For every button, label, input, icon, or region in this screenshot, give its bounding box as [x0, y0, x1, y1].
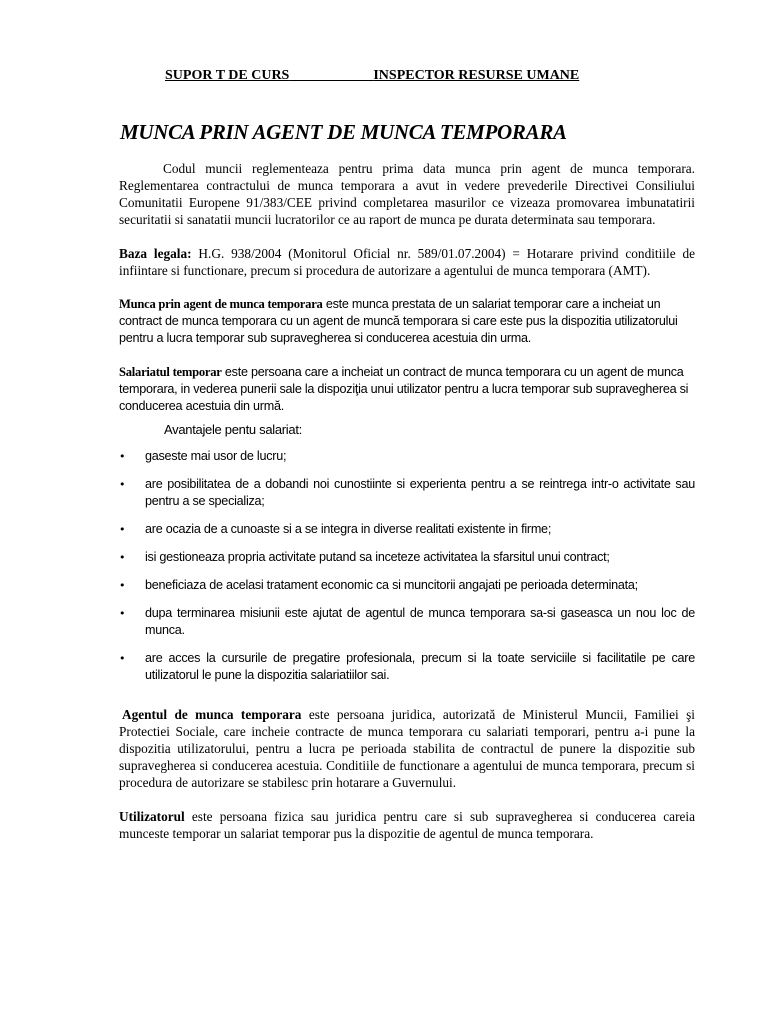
advantages-heading: Avantajele pentu salariat:: [164, 422, 302, 437]
advantages-list: [119, 448, 695, 684]
bullet-icon: •: [119, 478, 126, 491]
bullet-icon: •: [119, 579, 126, 592]
list-item-text: beneficiaza de acelasi tratament economic ca si muncitorii angajati pe perioada determinata;: [145, 578, 638, 592]
definition-agent-paragraph: [119, 706, 695, 791]
bullet-icon: •: [119, 523, 126, 536]
list-item: [119, 650, 695, 684]
definition-agent-label: Agentul de munca temporara: [122, 707, 302, 722]
definition-munca-paragraph: [119, 296, 695, 347]
definition-utilizator-paragraph: [119, 808, 695, 842]
list-item: [119, 549, 695, 566]
bullet-icon: •: [119, 652, 126, 665]
list-item: [119, 476, 695, 510]
list-item: [119, 577, 695, 594]
page-title: MUNCA PRIN AGENT DE MUNCA TEMPORARA: [120, 120, 567, 144]
list-item: [119, 521, 695, 538]
list-item-text: are posibilitatea de a dobandi noi cunostiinte si experienta pentru a se reintrega intr-o activitate sau pentru a se specializa;: [145, 477, 695, 508]
definition-salariat-paragraph: [119, 364, 695, 415]
document-body: [119, 160, 695, 842]
list-item-text: are ocazia de a cunoaste si a se integra in diverse realitati existente in firme;: [145, 522, 552, 536]
definition-utilizator-label: Utilizatorul: [119, 809, 185, 824]
legal-basis-text: H.G. 938/2004 (Monitorul Oficial nr. 589/01.07.2004) = Hotarare privind conditiile de infiintare si functionare, precum si procedura de autorizare a agentului de munca temporara (AMT).: [119, 246, 695, 278]
list-item-text: isi gestioneaza propria activitate putand sa inceteze activitatea la sfarsitul unui contract;: [145, 550, 610, 564]
list-item: [119, 605, 695, 639]
bullet-icon: •: [119, 607, 126, 620]
intro-paragraph: Codul muncii reglementeaza pentru prima data munca prin agent de munca temporara. Reglementarea contractului de munca temporara a avut in vedere prevederile Directivei Consiliului Comunitatii Europene 91/383/CEE privind completarea masurilor ce vizeaza promovarea imbunatatirii securitatii si sanatatii muncii lucratorilor ce au raport de munca pe durata determinata sau temporara.: [119, 161, 695, 227]
header-left: SUPOR T DE CURS: [165, 68, 290, 83]
list-item: [119, 448, 695, 465]
running-header: [165, 68, 579, 84]
definition-utilizator-text: este persoana fizica sau juridica pentru care si sub supravegherea si conducerea careia munceste temporar un salariat temporar pus la dispozitie de agentul de munca temporara.: [119, 809, 695, 841]
bullet-icon: •: [119, 551, 126, 564]
definition-munca-label: Munca prin agent de munca temporara: [119, 297, 323, 311]
list-item-text: dupa terminarea misiunii este ajutat de agentul de munca temporara sa-si gaseasca un nou loc de munca.: [145, 606, 695, 637]
definition-salariat-label: Salariatul temporar: [119, 365, 222, 379]
definition-munca-text: este munca prestata de un salariat temporar care a incheiat un contract de munca temporara cu un agent de muncă temporara si care este pus la dispozitia utilizatorului pentru a lucra temporar sub supravegherea si conducerea acestuia din urma.: [119, 297, 678, 345]
definition-agent-text: este persoana juridica, autorizată de Ministerul Muncii, Familiei şi Protectiei Sociale, care incheie contracte de munca temporara cu salariati temporari, pentru a-i pune la dispozitia utilizatorului, pentru a lucra pe perioada stabilita de contractul de punere la dispozitie sub supravegherea si conducerea acestuia. Conditiile de functionare a agentului de munca temporara, precum si procedura de autorizare se stabilesc prin hotarare a Guvernului.: [119, 707, 695, 790]
bullet-icon: •: [119, 450, 126, 463]
legal-basis-paragraph: [119, 245, 695, 279]
definition-salariat-text: este persoana care a incheiat un contract de munca temporara cu un agent de munca temporara, in vederea punerii sale la dispoziţia unui utilizator pentru a lucra temporar sub supravegherea si conducerea acestuia din urmă.: [119, 365, 689, 413]
legal-basis-label: Baza legala:: [119, 246, 192, 261]
list-item-text: gaseste mai usor de lucru;: [145, 449, 287, 463]
list-item-text: are acces la cursurile de pregatire profesionala, precum si la toate serviciile si facilitatile pe care utilizatorul le pune la dispozitia salariatiilor sai.: [145, 651, 695, 682]
header-right: INSPECTOR RESURSE UMANE: [373, 68, 580, 83]
